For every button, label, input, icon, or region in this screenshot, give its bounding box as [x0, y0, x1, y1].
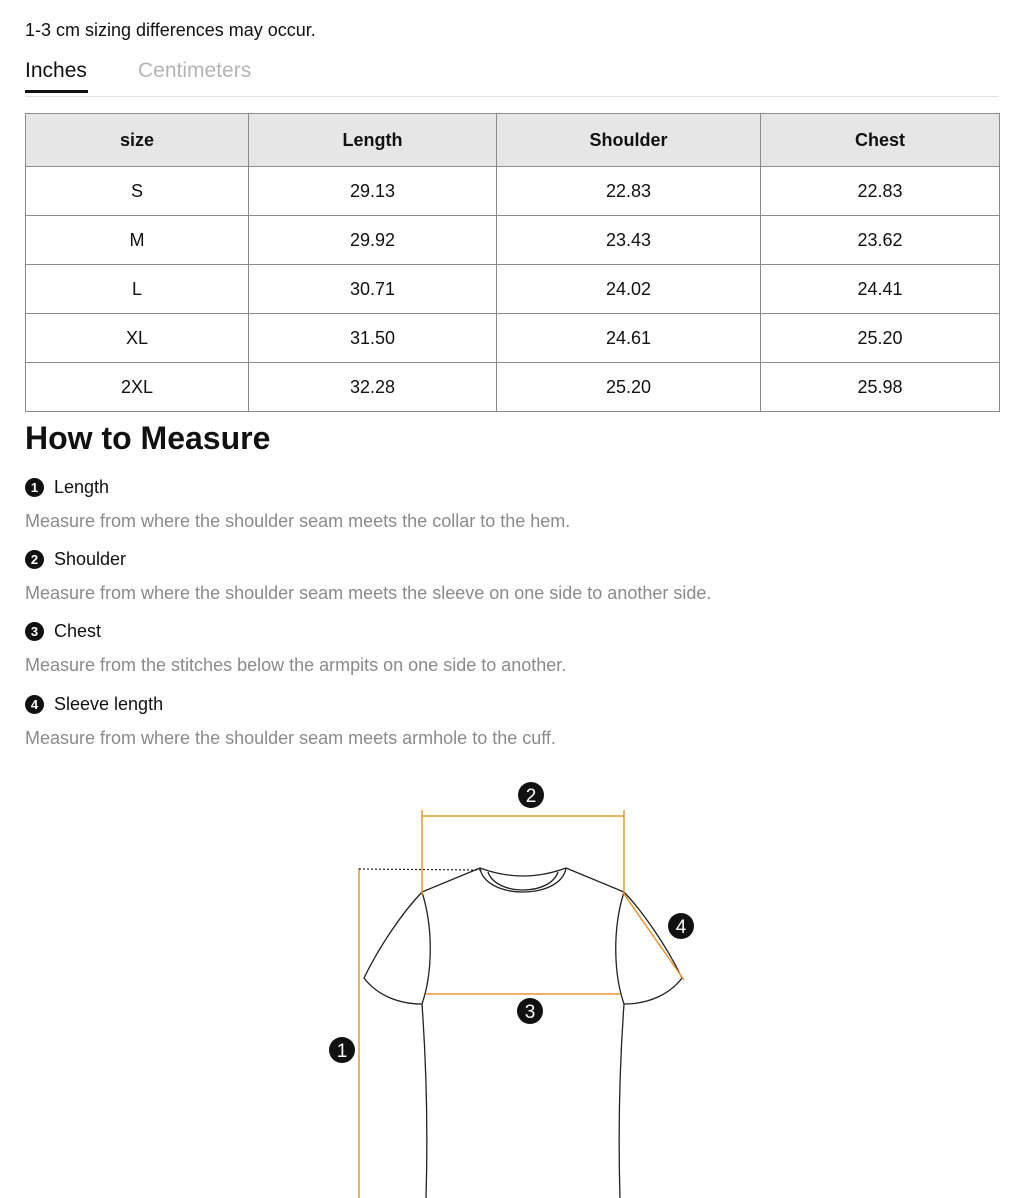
sleeve-measure-badge: [668, 913, 694, 939]
step-label: Chest: [54, 620, 102, 641]
cell-chest: 23.62: [761, 216, 1000, 265]
cell-size: L: [26, 265, 249, 314]
length-measure-badge: [329, 1037, 355, 1063]
step-label: Shoulder: [54, 548, 127, 569]
cell-size: XL: [26, 314, 249, 363]
cell-chest: 24.41: [761, 265, 1000, 314]
tshirt-outline: [364, 868, 682, 1198]
column-header-shoulder: Shoulder: [497, 114, 761, 167]
tab-inches[interactable]: Inches: [25, 58, 87, 93]
step-description: Measure from where the shoulder seam meets armhole to the cuff.: [25, 728, 556, 748]
cell-chest: 25.20: [761, 314, 1000, 363]
how-to-measure-title: How to Measure: [25, 420, 271, 456]
step-label: Sleeve length: [54, 693, 164, 714]
cell-length: 29.92: [249, 216, 497, 265]
step-description: Measure from where the shoulder seam meets the sleeve on one side to another side.: [25, 583, 712, 603]
cell-shoulder: 23.43: [497, 216, 761, 265]
cell-shoulder: 25.20: [497, 363, 761, 412]
shoulder-measure-badge: [518, 782, 544, 808]
cell-length: 29.13: [249, 167, 497, 216]
step-number-badge: 1: [25, 478, 44, 497]
step-number-badge: 4: [25, 695, 44, 714]
cell-length: 31.50: [249, 314, 497, 363]
tab-centimeters[interactable]: Centimeters: [138, 59, 252, 82]
column-header-length: Length: [249, 114, 497, 167]
column-header-size: size: [26, 114, 249, 167]
badge-number: 2: [525, 786, 537, 807]
badge-number: 3: [524, 1002, 536, 1023]
chest-measure-badge: [517, 998, 543, 1024]
length-start-guide: [359, 869, 480, 870]
step-description: Measure from where the shoulder seam meets the collar to the hem.: [25, 511, 571, 531]
cell-size: S: [26, 167, 249, 216]
cell-chest: 25.98: [761, 363, 1000, 412]
column-header-chest: Chest: [761, 114, 1000, 167]
cell-shoulder: 24.61: [497, 314, 761, 363]
cell-size: M: [26, 216, 249, 265]
step-number-badge: 2: [25, 550, 44, 569]
step-description: Measure from the stitches below the armpits on one side to another.: [25, 655, 567, 675]
cell-length: 30.71: [249, 265, 497, 314]
badge-number: 1: [336, 1041, 348, 1062]
sizing-note: 1-3 cm sizing differences may occur.: [25, 20, 316, 40]
cell-shoulder: 24.02: [497, 265, 761, 314]
cell-length: 32.28: [249, 363, 497, 412]
cell-size: 2XL: [26, 363, 249, 412]
badge-number: 4: [675, 917, 687, 938]
step-number-badge: 3: [25, 622, 44, 641]
cell-shoulder: 22.83: [497, 167, 761, 216]
step-label: Length: [54, 476, 110, 497]
cell-chest: 22.83: [761, 167, 1000, 216]
